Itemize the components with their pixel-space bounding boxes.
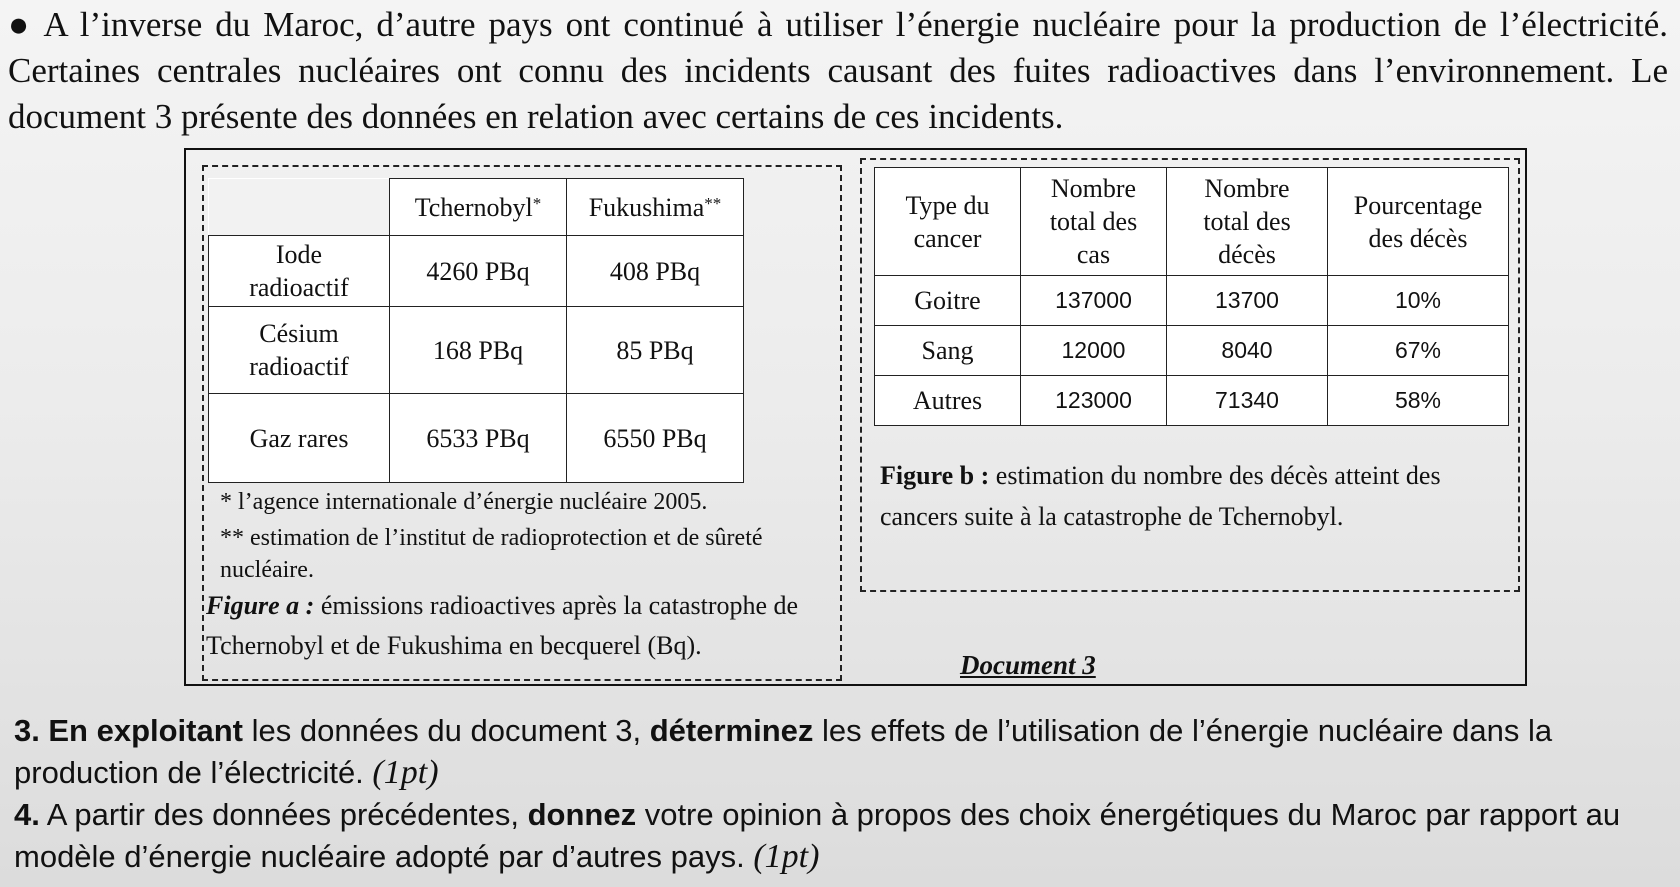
cell-type: Autres [875,376,1021,426]
cell-type: Goitre [875,276,1021,326]
figure-a-header-tchernobyl [390,179,567,236]
cell-deaths: 71340 [1167,376,1328,426]
figure-a-caption-text: émissions radioactives après la catastrophe de Tchernobyl et de Fukushima en becquerel (Bq). [206,591,799,660]
question-3-points: (1pt) [372,754,439,791]
row-label-line: radioactif [249,352,349,381]
header-cases [1021,168,1167,276]
questions-block [14,710,1674,878]
question-3-text-2: les effets de l’utilisation de l’énergie nucléaire dans la production de l’électricité. [14,713,1553,790]
header-line: cancer [913,223,982,253]
row-label-line: Césium [259,319,339,348]
intro-paragraph [8,2,1668,140]
header-tchernobyl-label: Tchernobyl [414,192,533,222]
figure-a-corner-cell [209,179,390,236]
figure-a-header-fukushima [567,179,744,236]
header-line: total des [1203,207,1291,236]
row-label: Gaz rares [209,394,390,483]
row-label-line: radioactif [249,273,349,302]
figure-b-caption-label: Figure b : [880,461,990,490]
header-line: Type du [905,190,990,220]
header-fukushima-label: Fukushima [588,192,705,222]
cell-deaths: 8040 [1167,326,1328,376]
header-line: décès [1218,240,1276,269]
question-4-text-1: A partir des données précédentes, [39,797,528,832]
question-3 [14,710,1674,794]
table-row [209,394,744,483]
figure-b-caption-text: estimation du nombre des décès atteint des cancers suite à la catastrophe de Tchernobyl. [880,461,1441,531]
figure-a-table [208,178,744,483]
cell-cases: 137000 [1021,276,1167,326]
question-4-number: 4. [14,797,40,832]
header-tchernobyl-mark: * [532,193,542,213]
row-label [209,307,390,394]
intro-text: A l’inverse du Maroc, d’autre pays ont continué à utiliser l’énergie nucléaire pour la production de l’électricité. Certaines centrales nucléaires ont connu des incidents causant des fuites radioactives dans l’environnement. Le document 3 présente des données en relation avec certains de ces incidents. [8,5,1669,136]
question-3-text-1: les données du document 3, [243,713,650,748]
question-3-keyword-2: déterminez [649,713,814,748]
cell-value: 85 PBq [567,307,744,394]
cell-value: 168 PBq [390,307,567,394]
cell-percentage: 67% [1328,326,1509,376]
figure-a-header-row [209,179,744,236]
footnote-2: ** estimation de l’institut de radioprotection et de sûreté nucléaire. [220,525,763,583]
cell-cases: 123000 [1021,376,1167,426]
row-label [209,236,390,307]
header-percentage [1328,168,1509,276]
row-label-line: Iode [275,240,323,269]
table-row [209,236,744,307]
cell-value: 6533 PBq [390,394,567,483]
question-4-text-2: votre opinion à propos des choix énergétiques du Maroc par rapport au modèle d’énergie nucléaire adopté par d’autres pays. [14,797,1621,874]
cell-deaths: 13700 [1167,276,1328,326]
figure-a-caption-label: Figure a : [206,591,315,620]
header-line: cas [1076,240,1111,269]
cell-percentage: 58% [1328,376,1509,426]
footnote-1: * l’agence internationale d’énergie nucléaire 2005. [220,489,708,515]
header-line: Nombre [1050,174,1137,203]
header-line: Nombre [1204,174,1290,203]
question-4-points: (1pt) [753,838,820,875]
table-row [875,326,1509,376]
question-3-number: 3. [14,713,40,748]
document-title: Document 3 [960,650,1096,680]
question-4 [14,794,1674,878]
bullet-icon: ● [8,5,34,44]
cell-value: 4260 PBq [390,236,567,307]
figure-b-header-row [875,168,1509,276]
figure-a-caption [206,586,836,666]
header-line: Pourcentage [1353,190,1483,220]
header-line: total des [1049,207,1138,236]
figure-b-caption [880,455,1500,537]
cell-percentage: 10% [1328,276,1509,326]
table-row [875,376,1509,426]
cell-cases: 12000 [1021,326,1167,376]
cell-value: 6550 PBq [567,394,744,483]
question-3-keyword-1: En exploitant [48,713,243,748]
question-4-keyword: donnez [527,797,637,832]
cell-type: Sang [875,326,1021,376]
header-fukushima-mark: ** [704,193,722,213]
header-deaths [1167,168,1328,276]
figure-b-table [874,167,1509,426]
cell-value: 408 PBq [567,236,744,307]
header-type [875,168,1021,276]
table-row [875,276,1509,326]
header-line: des décès [1368,223,1468,253]
table-row [209,307,744,394]
